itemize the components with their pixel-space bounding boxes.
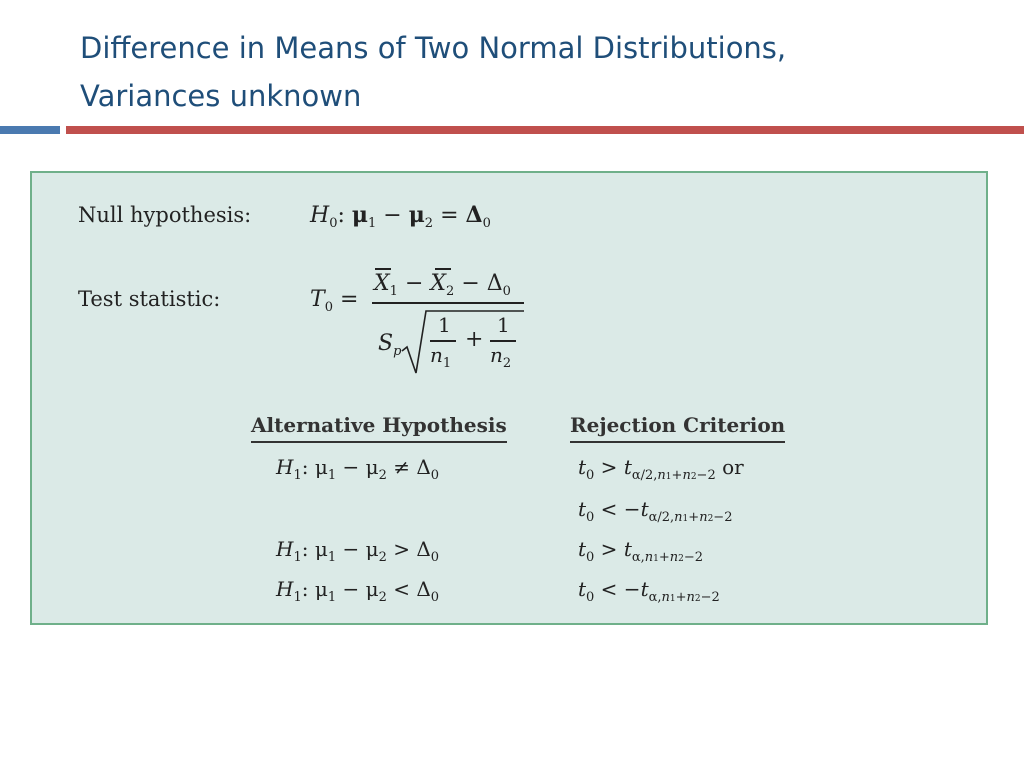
test-statistic-numerator: $X_1 - X_2 - \Delta_0$ [374, 271, 511, 299]
rejection-criterion-header: Rejection Criterion [570, 413, 785, 443]
alternative-hypothesis-header: Alternative Hypothesis [251, 413, 507, 443]
alternative-greater: $H_1$: $\mu_1 - \mu_2 > \Delta_0$ [276, 537, 440, 565]
test-statistic-denominator: $S_p$ [378, 331, 402, 359]
title-rule-red [66, 126, 1024, 134]
or-text: or [722, 455, 744, 479]
null-hypothesis-label: Null hypothesis: [78, 203, 252, 227]
rejection-less: $t_0 < -t_{\alpha,n1+n2-2}$ [578, 577, 720, 605]
title-rule-blue [0, 126, 60, 134]
null-hypothesis-formula: $H_0$: $\mu_1 - \mu_2 = \Delta_0$ [310, 202, 491, 231]
rejection-two-sided-upper: $t_0 > t_{\alpha/2,n1+n2-2}$ or [578, 455, 744, 483]
alternative-less: $H_1$: $\mu_1 - \mu_2 < \Delta_0$ [276, 577, 440, 605]
title-line-1: Difference in Means of Two Normal Distributions, [80, 31, 787, 65]
title-line-2: Variances unknown [80, 79, 362, 113]
test-statistic-label: Test statistic: [78, 287, 221, 311]
formula-box [30, 171, 988, 625]
test-statistic-formula: $T_0$ = $X_1 - X_2 - \Delta_0$ $S_p$ 1 $n_1$ + 1 $n_2$ [310, 253, 560, 383]
rejection-greater: $t_0 > t_{\alpha,n1+n2-2}$ [578, 537, 704, 565]
test-statistic-fraction-bar [372, 302, 524, 304]
alternative-two-sided: $H_1$: $\mu_1 - \mu_2 \ne \Delta_0$ [276, 455, 440, 483]
rejection-two-sided-lower: $t_0 < -t_{\alpha/2,n1+n2-2}$ [578, 497, 733, 525]
slide-title [80, 24, 980, 120]
